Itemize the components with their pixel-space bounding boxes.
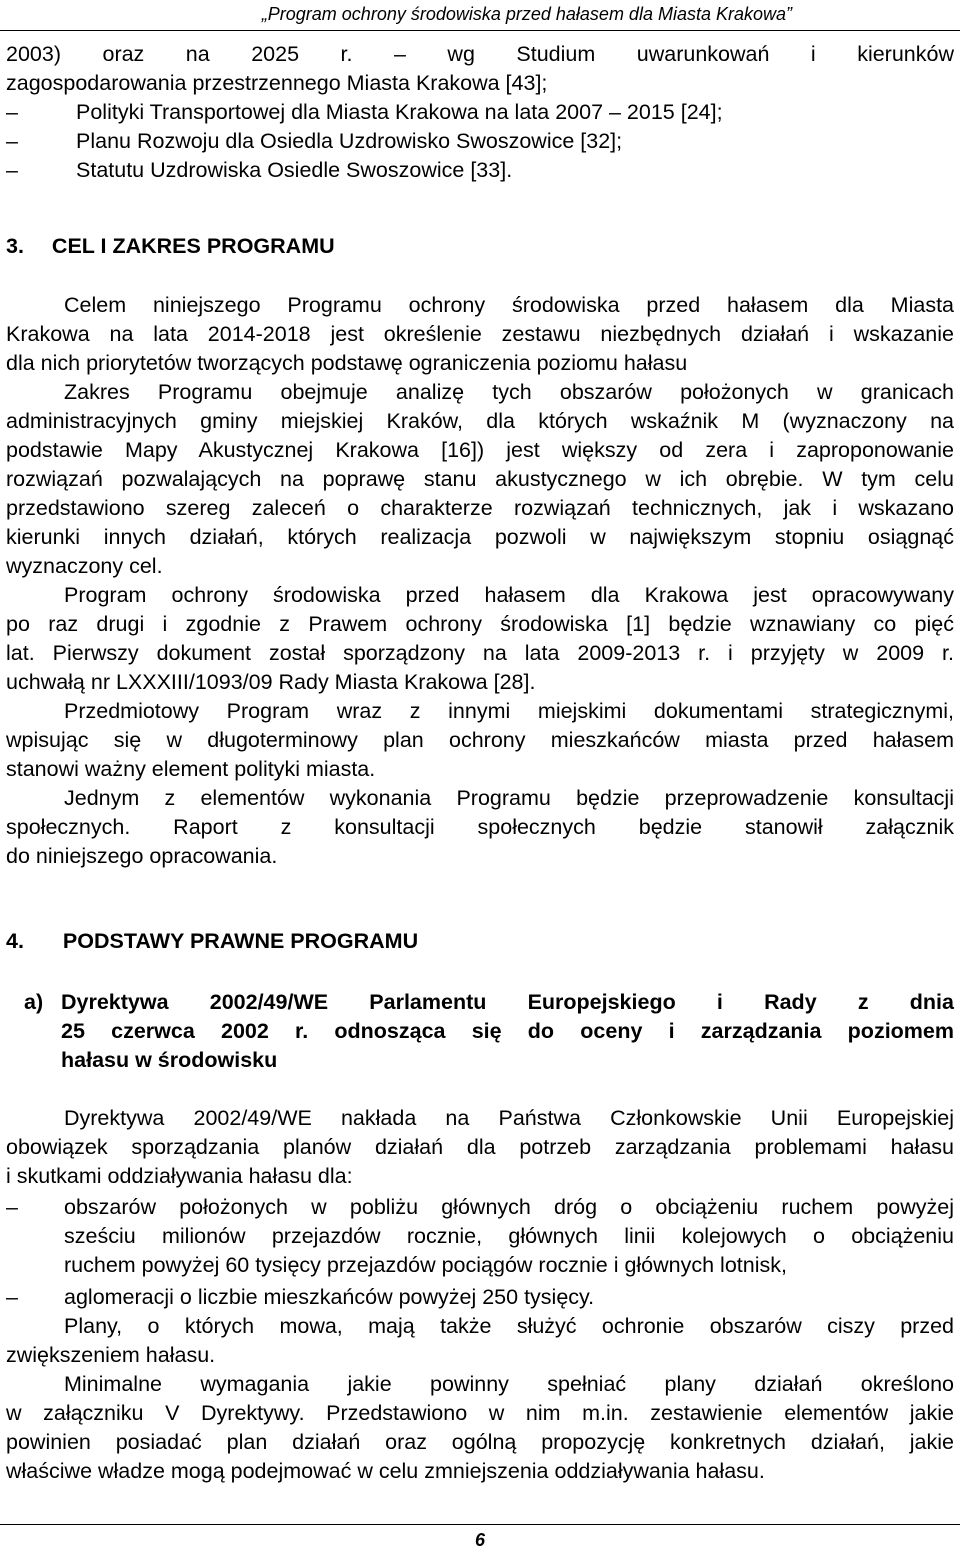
paragraph-line: Krakowa na lata 2014-2018 jest określenie zestawu niezbędnych działań i wskazanie — [6, 322, 954, 346]
intro-line: 2003) oraz na 2025 r. – wg Studium uwarunkowań i kierunków — [6, 42, 954, 66]
dash-bullet: – — [6, 1285, 18, 1309]
paragraph-line: do niniejszego opracowania. — [6, 844, 278, 868]
paragraph-line: Celem niniejszego Programu ochrony środowiska przed hałasem dla Miasta — [64, 293, 954, 317]
intro-line: zagospodarowania przestrzennego Miasta Krakowa [43]; — [6, 71, 548, 95]
subsection-title-line: hałasu w środowisku — [61, 1048, 278, 1072]
dash-bullet: – — [6, 1195, 18, 1219]
section-number: 4. — [6, 929, 24, 953]
paragraph-line: obowiązek sporządzania planów działań dla potrzeb zarządzania problemami hałasu — [6, 1135, 954, 1159]
paragraph-line: Przedmiotowy Program wraz z innymi miejskimi dokumentami strategicznymi, — [64, 699, 954, 723]
bullet-line: aglomeracji o liczbie mieszkańców powyżej 250 tysięcy. — [64, 1285, 595, 1309]
paragraph-line: dla nich priorytetów tworzących podstawę ograniczenia poziomu hałasu — [6, 351, 688, 375]
paragraph-line: przedstawiono szereg zaleceń o charakterze rozwiązań technicznych, jak i wskazano — [6, 496, 954, 520]
paragraph-line: i skutkami oddziaływania hałasu dla: — [6, 1164, 353, 1188]
paragraph-line: kierunki innych działań, których realizacja pozwoli w największym stopniu osiągnąć — [6, 525, 954, 549]
paragraph-line: Minimalne wymagania jakie powinny spełniać plany działań określono — [64, 1372, 954, 1396]
bullet-line: obszarów położonych w pobliżu głównych dróg o obciążeniu ruchem powyżej — [64, 1195, 954, 1219]
paragraph-line: podstawie Mapy Akustycznej Krakowa [16]) jest większy od zera i zaproponowanie — [6, 438, 954, 462]
page-number: 6 — [474, 1530, 485, 1550]
page-header — [0, 0, 960, 31]
intro-bullet: Polityki Transportowej dla Miasta Krakowa na lata 2007 – 2015 [24]; — [76, 100, 723, 124]
paragraph-line: lat. Pierwszy dokument został sporządzony na lata 2009-2013 r. i przyjęty w 2009 r. — [6, 641, 954, 665]
intro-bullet: Statutu Uzdrowiska Osiedle Swoszowice [33]. — [76, 158, 513, 182]
section-4-heading — [6, 927, 418, 956]
dash-bullet: – — [6, 100, 18, 124]
paragraph-line: społecznych. Raport z konsultacji społecznych będzie stanowił załącznik — [6, 815, 954, 839]
dash-bullet: – — [6, 129, 18, 153]
section-3-heading — [6, 232, 335, 261]
paragraph-line: Zakres Programu obejmuje analizę tych obszarów położonych w granicach — [64, 380, 954, 404]
paragraph-line: zwiększeniem hałasu. — [6, 1343, 216, 1367]
paragraph-line: wpisując się w długoterminowy plan ochrony mieszkańców miasta przed hałasem — [6, 728, 954, 752]
paragraph-line: właściwe władze mogą podejmować w celu zmniejszenia oddziaływania hałasu. — [6, 1459, 765, 1483]
paragraph-line: Plany, o których mowa, mają także służyć ochronie obszarów ciszy przed — [64, 1314, 954, 1338]
subsection-label: a) — [24, 990, 44, 1014]
section-title: PODSTAWY PRAWNE PROGRAMU — [62, 929, 419, 953]
paragraph-line: powinien posiadać plan działań oraz ogólną propozycję konkretnych działań, jakie — [6, 1430, 954, 1454]
subsection-title-line: Dyrektywa 2002/49/WE Parlamentu Europejskiego i Rady z dnia — [61, 990, 954, 1014]
paragraph-line: administracyjnych gminy miejskiej Kraków, dla których wskaźnik M (wyznaczony na — [6, 409, 954, 433]
bullet-line: sześciu milionów przejazdów rocznie, głównych linii kolejowych o obciążeniu — [64, 1224, 954, 1248]
bullet-line: ruchem powyżej 60 tysięcy przejazdów pociągów rocznie i głównych lotnisk, — [64, 1253, 787, 1277]
section-title: CEL I ZAKRES PROGRAMU — [51, 234, 335, 258]
section-number: 3. — [6, 234, 24, 258]
paragraph-line: uchwałą nr LXXXIII/1093/09 Rady Miasta Krakowa [28]. — [6, 670, 536, 694]
paragraph-line: stanowi ważny element polityki miasta. — [6, 757, 376, 781]
paragraph-line: rozwiązań pozwalających na poprawę stanu akustycznego w ich obrębie. W tym celu — [6, 467, 954, 491]
paragraph-line: Program ochrony środowiska przed hałasem dla Krakowa jest opracowywany — [64, 583, 954, 607]
header-title: „Program ochrony środowiska przed hałasem dla Miasta Krakowa” — [261, 4, 792, 24]
dash-bullet: – — [6, 158, 18, 182]
paragraph-line: Dyrektywa 2002/49/WE nakłada na Państwa Członkowskie Unii Europejskiej — [64, 1106, 954, 1130]
paragraph-line: w załączniku V Dyrektywy. Przedstawiono w nim m.in. zestawienie elementów jakie — [6, 1401, 954, 1425]
paragraph-line: Jednym z elementów wykonania Programu będzie przeprowadzenie konsultacji — [64, 786, 954, 810]
paragraph-line: wyznaczony cel. — [6, 554, 163, 578]
subsection-title-line: 25 czerwca 2002 r. odnosząca się do oceny i zarządzania poziomem — [61, 1019, 954, 1043]
paragraph-line: po raz drugi i zgodnie z Prawem ochrony środowiska [1] będzie wznawiany co pięć — [6, 612, 954, 636]
intro-bullet: Planu Rozwoju dla Osiedla Uzdrowisko Swoszowice [32]; — [76, 129, 623, 153]
footer-rule — [0, 1524, 960, 1525]
